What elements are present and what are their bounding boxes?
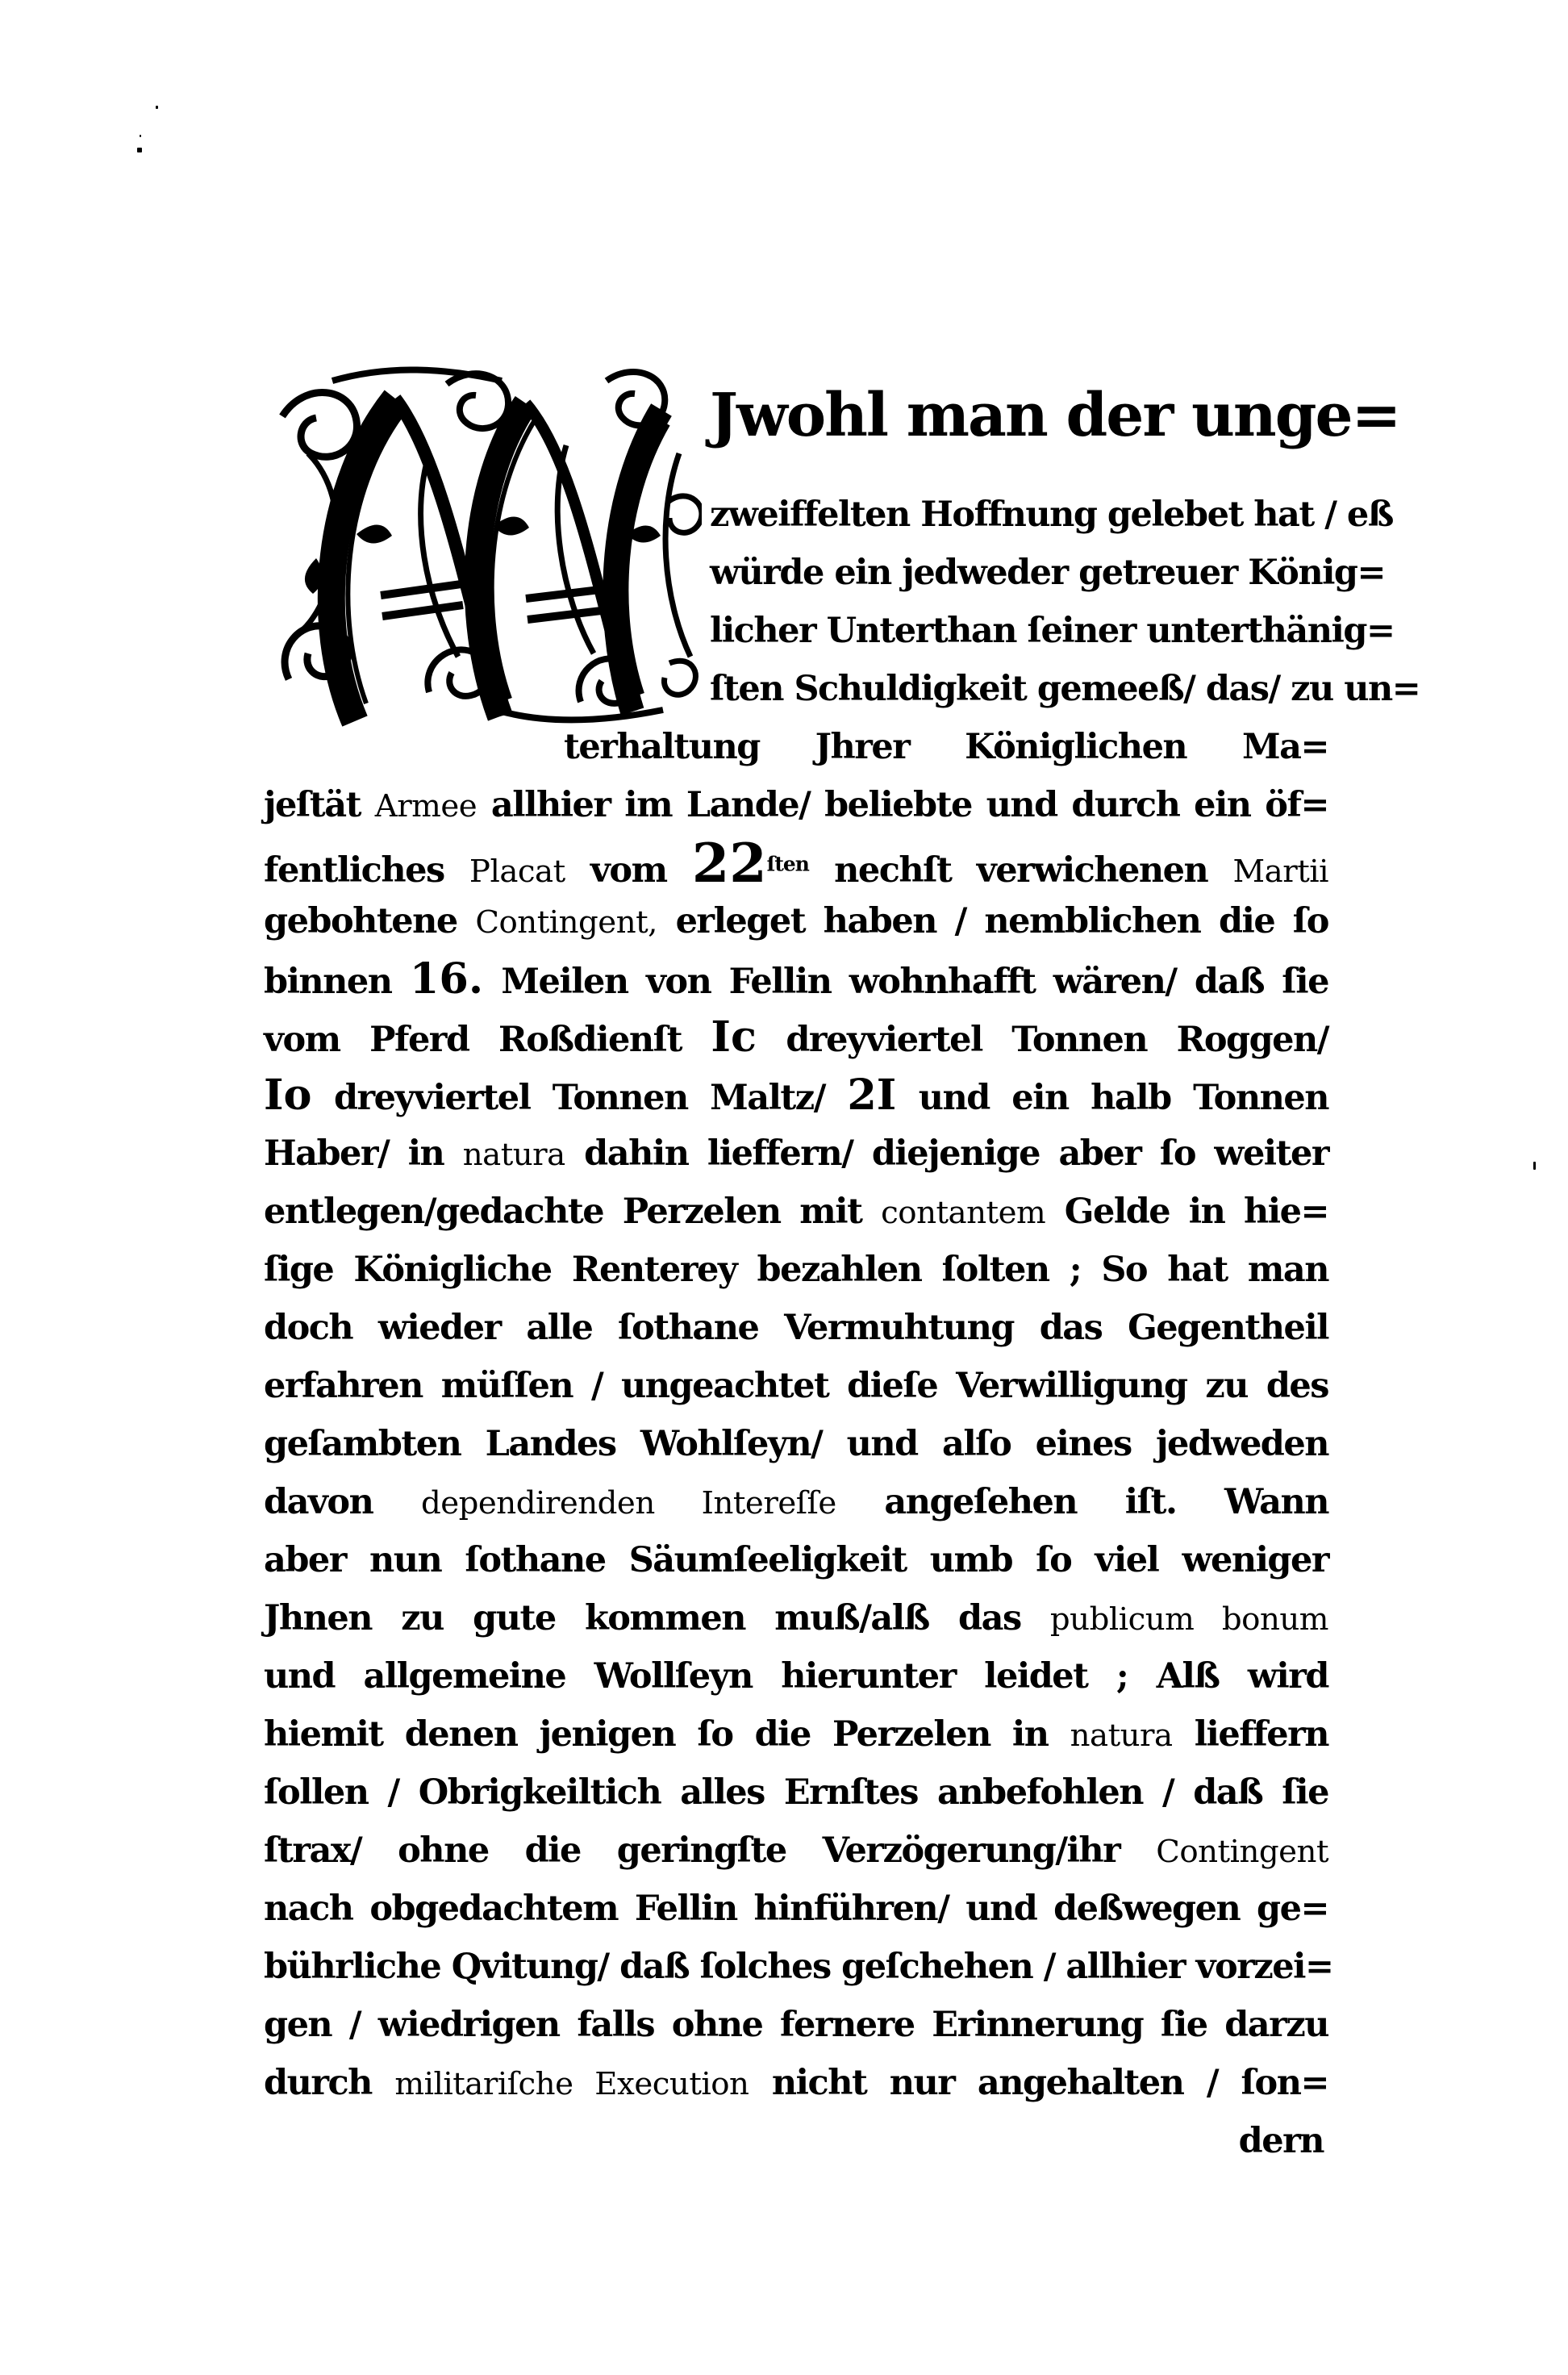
fraktur-text: ſten Schuldigkeit gemeeß/ das/ zu un= xyxy=(710,669,1420,709)
fraktur-text: angeſehen iſt. Wann xyxy=(836,1482,1328,1522)
fraktur-text: zweiffelten Hoffnung gelebet hat / eß xyxy=(710,495,1393,535)
antiqua-text: Armee xyxy=(374,788,477,824)
text-line xyxy=(264,1184,1328,1242)
superscript-ordinal: ſten xyxy=(766,852,809,876)
ink-speck xyxy=(137,148,142,152)
text-line xyxy=(264,1939,1333,1997)
fraktur-text: licher Unterthan ſeiner unterthänig= xyxy=(710,611,1395,651)
fraktur-text: Jhnen zu gute kommen muß/alß das xyxy=(264,1598,1050,1638)
fraktur-text: ſtrax/ ohne die geringſte Verzögerung/ihr xyxy=(264,1830,1157,1871)
text-line xyxy=(264,1359,1328,1417)
ink-speck xyxy=(1533,1162,1536,1170)
fraktur-text: nach obgedachtem Fellin hinführen/ und deßwegen ge= xyxy=(264,1889,1328,1929)
text-line xyxy=(264,1300,1328,1359)
fraktur-text: lieffern xyxy=(1172,1714,1328,1755)
text-line xyxy=(264,1649,1328,1707)
text-line xyxy=(564,720,1328,778)
text-line xyxy=(264,2056,1328,2114)
text-line xyxy=(710,360,1400,487)
text-line xyxy=(264,1765,1328,1823)
text-line xyxy=(264,1823,1328,1881)
text-line xyxy=(264,1475,1328,1533)
fraktur-text: doch wieder alle ſothane Vermuhtung das Gegentheil xyxy=(264,1308,1328,1348)
text-line xyxy=(264,1068,1328,1126)
text-line xyxy=(264,1591,1328,1649)
text-line xyxy=(264,952,1328,1010)
fraktur-text: gen / wiedrigen falls ohne fernere Erinnerung ſie darzu xyxy=(264,2005,1328,2045)
fraktur-text: hiemit denen jenigen ſo die Perzelen in xyxy=(264,1714,1070,1755)
fraktur-text: dreyviertel Tonnen Maltz/ xyxy=(311,1078,848,1118)
fraktur-text: erleget haben / nemblichen die ſo xyxy=(657,901,1328,941)
text-line xyxy=(264,1707,1328,1765)
antiqua-text: Contingent, xyxy=(475,904,657,941)
fraktur-text: vom Pferd Roßdienſt xyxy=(264,1020,711,1060)
text-line xyxy=(264,894,1328,952)
text-line xyxy=(710,487,1393,545)
numeral: 2I xyxy=(847,1071,897,1120)
text-line xyxy=(710,662,1420,720)
fraktur-text: Jwohl man der unge= xyxy=(710,381,1400,450)
ink-speck xyxy=(156,106,158,109)
fraktur-text: vom xyxy=(565,850,692,891)
antiqua-text: Contingent xyxy=(1156,1834,1328,1870)
fraktur-text: terhaltung Jhrer Königlichen Ma= xyxy=(564,727,1328,767)
catchword: dern xyxy=(1238,2121,1324,2161)
fraktur-text: dahin lieffern/ diejenige aber ſo weiter xyxy=(565,1133,1329,1174)
antiqua-text: militariſche Execution xyxy=(394,2066,749,2102)
fraktur-text: nechſt verwichenen xyxy=(808,850,1233,891)
text-line xyxy=(264,1242,1328,1300)
fraktur-text: geſambten Landes Wohlſeyn/ und alſo eines jedweden xyxy=(264,1424,1328,1464)
fraktur-text: erfahren müſſen / ungeachtet dieſe Verwilligung zu des xyxy=(264,1366,1328,1406)
fraktur-text: entlegen/gedachte Perzelen mit xyxy=(264,1192,882,1232)
antiqua-text: Martii xyxy=(1232,854,1329,890)
antiqua-text: publicum bonum xyxy=(1049,1601,1328,1638)
body-lines xyxy=(264,360,1420,2114)
numeral: Ic xyxy=(711,1012,757,1062)
fraktur-text: durch xyxy=(264,2063,395,2103)
text-line xyxy=(264,1126,1328,1184)
text-line xyxy=(264,1997,1328,2056)
fraktur-text: Haber/ in xyxy=(264,1133,463,1174)
fraktur-text: nicht nur angehalten / ſon= xyxy=(749,2063,1329,2103)
fraktur-text: Gelde in hie= xyxy=(1045,1192,1328,1232)
fraktur-text: und ein halb Tonnen xyxy=(896,1078,1328,1118)
fraktur-text: würde ein jedweder getreuer König= xyxy=(710,553,1386,593)
fraktur-text: ſige Königliche Renterey bezahlen ſolten ; So hat man xyxy=(264,1250,1328,1290)
text-line xyxy=(264,1881,1328,1939)
numeral-large: 22 xyxy=(691,831,767,895)
fraktur-text: aber nun ſothane Säumſeeligkeit umb ſo viel weniger xyxy=(264,1540,1328,1580)
antiqua-text: dependirenden Intereſſe xyxy=(420,1485,836,1521)
fraktur-text: jeſtät xyxy=(264,785,375,825)
fraktur-text: gebohtene xyxy=(264,901,476,941)
fraktur-text: dreyviertel Tonnen Roggen/ xyxy=(756,1020,1328,1060)
text-line xyxy=(264,778,1328,836)
text-line xyxy=(264,1010,1328,1068)
text-line xyxy=(264,1417,1328,1475)
antiqua-text: Placat xyxy=(469,854,565,890)
numeral: 16. xyxy=(409,954,484,1004)
fraktur-text: und allgemeine Wollſeyn hierunter leidet ; Alß wird xyxy=(264,1656,1328,1697)
fraktur-text: binnen xyxy=(264,962,410,1002)
fraktur-text: ſollen / Obrigkeiltich alles Ernſtes anbefohlen / daß ſie xyxy=(264,1772,1328,1813)
text-line xyxy=(264,1533,1328,1591)
fraktur-text: bührliche Qvitung/ daß ſolches geſchehen / allhier vorzei= xyxy=(264,1947,1333,1987)
ink-speck xyxy=(140,135,141,137)
text-line xyxy=(710,603,1395,662)
fraktur-text: fentliches xyxy=(264,850,469,891)
fraktur-text: allhier im Lande/ beliebte und durch ein öf= xyxy=(477,785,1328,825)
fraktur-text: Meilen von Fellin wohnhafft wären/ daß ſie xyxy=(483,962,1328,1002)
numeral: Io xyxy=(264,1071,312,1120)
text-line xyxy=(710,545,1386,603)
fraktur-text: davon xyxy=(264,1482,421,1522)
antiqua-text: natura xyxy=(462,1137,565,1173)
text-line xyxy=(264,831,1329,895)
antiqua-text: contantem xyxy=(881,1195,1046,1231)
text-block xyxy=(264,360,1420,2172)
antiqua-text: natura xyxy=(1070,1718,1173,1754)
